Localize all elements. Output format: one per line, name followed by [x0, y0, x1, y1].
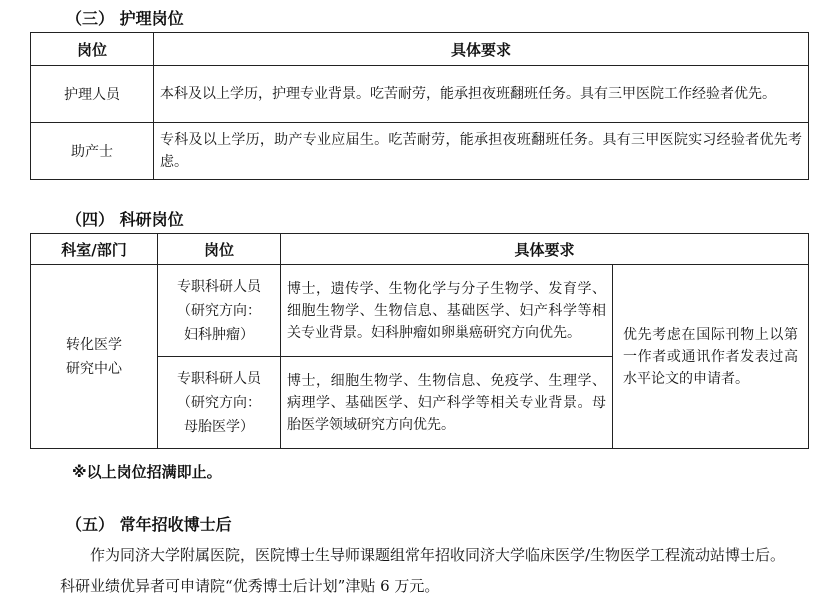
shared-note-cell: 优先考虑在国际刊物上以第一作者或通讯作者发表过高水平论文的申请者。: [613, 265, 809, 449]
header-requirements: 具体要求: [281, 234, 809, 265]
section-4-title: （四） 科研岗位: [66, 210, 184, 229]
requirements-cell: 本科及以上学历，护理专业背景。吃苦耐劳，能承担夜班翻班任务。具有三甲医院工作经验者优先。: [154, 66, 809, 123]
position-cell: 助产士: [31, 123, 154, 180]
position-name: 专职科研人员: [177, 370, 261, 387]
table-row: [31, 123, 809, 180]
section-3-title: （三） 护理岗位: [66, 9, 184, 28]
research-table: [30, 233, 809, 449]
header-requirements: 具体要求: [154, 33, 809, 66]
section-5-title: （五） 常年招收博士后: [66, 515, 232, 534]
table-header-row: [31, 234, 809, 265]
position-cell: [158, 265, 281, 357]
direction-label: （研究方向：: [177, 302, 261, 319]
department-cell: [31, 265, 158, 449]
department-line-2: 研究中心: [66, 360, 122, 377]
nursing-table: [30, 32, 809, 180]
postdoc-paragraph: 作为同济大学附属医院，医院博士生导师课题组常年招收同济大学临床医学/生物医学工程流动站博士后。科研业绩优异者可申请院“优秀博士后计划”津贴 6 万元。: [60, 546, 786, 595]
header-position: 岗位: [31, 33, 154, 66]
position-cell: [158, 357, 281, 449]
table-row: [31, 265, 809, 357]
position-cell: 护理人员: [31, 66, 154, 123]
department-line-1: 转化医学: [66, 336, 122, 353]
requirements-cell: 博士，细胞生物学、生物信息、免疫学、生理学、病理学、基础医学、妇产科学等相关专业背景。母胎医学领域研究方向优先。: [281, 357, 613, 449]
requirements-cell: 博士，遗传学、生物化学与分子生物学、发育学、细胞生物学、生物信息、基础医学、妇产科学等相关专业背景。妇科肿瘤如卵巢癌研究方向优先。: [281, 265, 613, 357]
direction-value: 母胎医学）: [184, 418, 254, 435]
direction-value: 妇科肿瘤）: [184, 326, 254, 343]
footnote: ※以上岗位招满即止。: [72, 463, 222, 481]
direction-label: （研究方向：: [177, 394, 261, 411]
table-header-row: [31, 33, 809, 66]
header-position: 岗位: [158, 234, 281, 265]
position-name: 专职科研人员: [177, 278, 261, 295]
table-row: [31, 66, 809, 123]
requirements-cell: 专科及以上学历，助产专业应届生。吃苦耐劳，能承担夜班翻班任务。具有三甲医院实习经验者优先考虑。: [154, 123, 809, 180]
header-department: 科室/部门: [31, 234, 158, 265]
